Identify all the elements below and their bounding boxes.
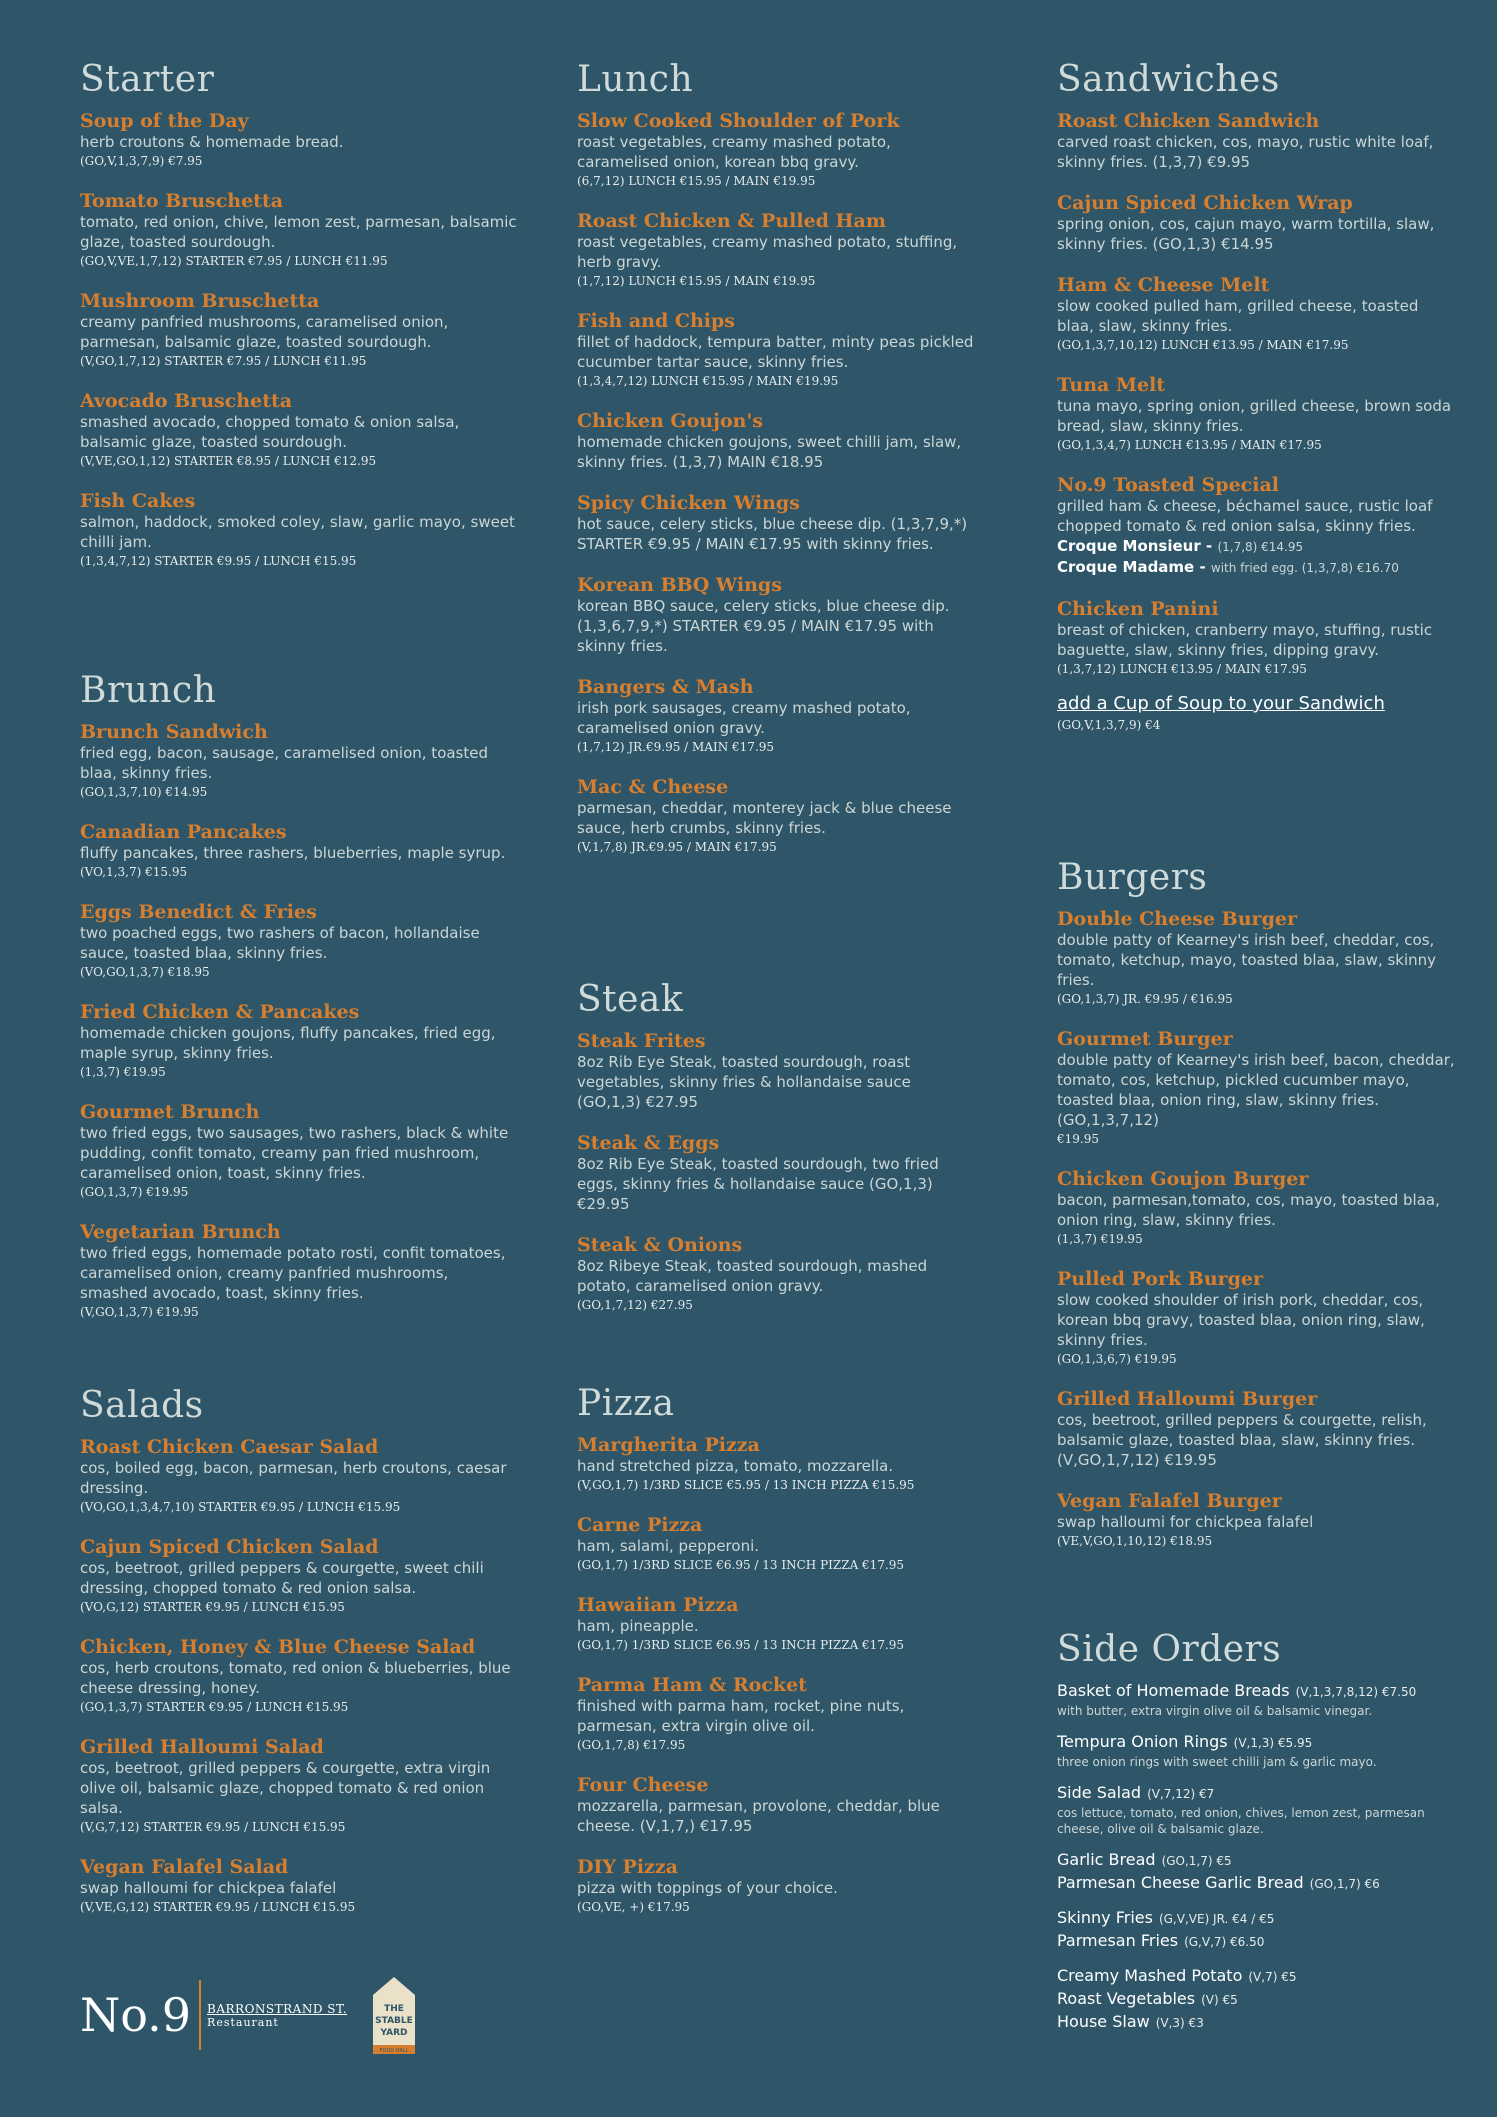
stable-text-4: FOOD HALL [379, 2048, 409, 2054]
item-price: (GO,1,3,4,7) LUNCH €13.95 / MAIN €17.95 [1057, 438, 1322, 452]
item-name: Pulled Pork Burger [1057, 1268, 1264, 1290]
stable-yard-logo-icon [371, 1975, 417, 2055]
side-order-name: Side Salad [1057, 1783, 1142, 1802]
section-title: Lunch [577, 59, 694, 100]
item-description: double patty of Kearney's irish beef, bacon, cheddar, tomato, cos, ketchup, pickled cucumber mayo, toasted blaa, onion ring, slaw, skinny fries. (GO,1,3,7,12) [1057, 1051, 1455, 1129]
menu-item [80, 721, 520, 801]
side-order-group [1057, 1731, 1457, 1770]
item-name: Steak Frites [577, 1030, 706, 1052]
side-order-price: (V,1,3) €5.95 [1233, 1736, 1313, 1750]
menu-item [577, 310, 977, 390]
item-name: Steak & Onions [577, 1234, 743, 1256]
side-order-name: Skinny Fries [1057, 1908, 1153, 1927]
stable-text-3: YARD [380, 2028, 408, 2038]
item-description: cos, beetroot, grilled peppers & courgette, relish, balsamic glaze, toasted blaa, slaw, skinny fries. (V,GO,1,7,12) €19.95 [1057, 1411, 1427, 1469]
item-price: (GO,1,7) 1/3RD SLICE €6.95 / 13 INCH PIZZA €17.95 [577, 1638, 905, 1652]
section-side-orders [1057, 1630, 1457, 2046]
menu-item [1057, 908, 1457, 1008]
menu-item [1057, 1268, 1457, 1368]
item-description: two fried eggs, two sausages, two rashers, black & white pudding, confit tomato, creamy pan fried mushroom, caramelised onion, toast, skinny fries. [80, 1124, 509, 1182]
menu-item [577, 410, 977, 472]
side-order-line [1057, 1782, 1457, 1805]
section-pizza [577, 1384, 977, 1936]
item-name: Soup of the Day [80, 110, 249, 132]
item-name: Cajun Spiced Chicken Salad [80, 1536, 379, 1558]
item-price: (GO,1,3,6,7) €19.95 [1057, 1352, 1177, 1366]
item-description: two poached eggs, two rashers of bacon, hollandaise sauce, toasted blaa, skinny fries. [80, 924, 480, 962]
side-order-line [1057, 1849, 1457, 1872]
side-order-group [1057, 1849, 1457, 1895]
menu-item [80, 1736, 520, 1836]
menu-item [1057, 1388, 1457, 1470]
side-order-price: (V) €5 [1201, 1993, 1238, 2007]
item-name: Canadian Pancakes [80, 821, 287, 843]
logo-no9: No.9 [80, 1988, 192, 2042]
item-name: Fried Chicken & Pancakes [80, 1001, 360, 1023]
item-name: Fish and Chips [577, 310, 735, 332]
item-price: (GO,1,3,7,10) €14.95 [80, 785, 208, 799]
item-price: (GO,1,3,7) €19.95 [80, 1185, 189, 1199]
item-price: (VO,GO,1,3,7) €18.95 [80, 965, 210, 979]
item-price: (GO,1,3,7) STARTER €9.95 / LUNCH €15.95 [80, 1700, 349, 1714]
menu-item [80, 901, 520, 981]
section-salads [80, 1386, 520, 1936]
item-description: creamy panfried mushrooms, caramelised onion, parmesan, balsamic glaze, toasted sourdough. [80, 313, 449, 351]
item-name: Gourmet Burger [1057, 1028, 1233, 1050]
item-price: (GO,1,7,12) €27.95 [577, 1298, 693, 1312]
item-description: finished with parma ham, rocket, pine nuts, parmesan, extra virgin olive oil. [577, 1697, 905, 1735]
croque-note: with fried egg. (1,3,7,8) €16.70 [1210, 561, 1399, 575]
croque-name: Croque Monsieur - [1057, 537, 1218, 555]
side-order-name: Parmesan Cheese Garlic Bread [1057, 1873, 1304, 1892]
side-order-description: three onion rings with sweet chilli jam & garlic mayo. [1057, 1755, 1377, 1769]
item-description: ham, pineapple. [577, 1617, 699, 1635]
item-description: cos, beetroot, grilled peppers & courgette, extra virgin olive oil, balsamic glaze, chopped tomato & red onion salsa. [80, 1759, 491, 1817]
item-name: Chicken Goujon Burger [1057, 1168, 1309, 1190]
item-name: Chicken Panini [1057, 598, 1219, 620]
side-order-price: (GO,1,7) €5 [1161, 1854, 1232, 1868]
section-title: Side Orders [1057, 1629, 1282, 1670]
item-name: Parma Ham & Rocket [577, 1674, 807, 1696]
menu-item [1057, 1028, 1457, 1148]
item-description: parmesan, cheddar, monterey jack & blue cheese sauce, herb crumbs, skinny fries. [577, 799, 952, 837]
menu-item [577, 676, 977, 756]
item-description: tuna mayo, spring onion, grilled cheese, brown soda bread, slaw, skinny fries. [1057, 397, 1452, 435]
item-description: carved roast chicken, cos, mayo, rustic white loaf, skinny fries. (1,3,7) €9.95 [1057, 133, 1434, 171]
restaurant-logo [80, 1975, 417, 2055]
side-order-line [1057, 1930, 1457, 1953]
item-name: Mac & Cheese [577, 776, 729, 798]
item-name: Double Cheese Burger [1057, 908, 1297, 930]
item-price: (1,3,7) €19.95 [80, 1065, 166, 1079]
item-name: Avocado Bruschetta [80, 390, 293, 412]
stable-text-1: THE [384, 2004, 404, 2014]
menu-item [80, 1001, 520, 1081]
item-price: (1,7,12) JR.€9.95 / MAIN €17.95 [577, 740, 775, 754]
item-description: herb croutons & homemade bread. [80, 133, 344, 151]
side-order-price: (V,3) €3 [1155, 2016, 1204, 2030]
section-burgers [1057, 858, 1457, 1570]
item-price: (1,3,4,7,12) LUNCH €15.95 / MAIN €19.95 [577, 374, 839, 388]
item-name: Brunch Sandwich [80, 721, 268, 743]
item-description: tomato, red onion, chive, lemon zest, parmesan, balsamic glaze, toasted sourdough. [80, 213, 517, 251]
logo-divider [199, 1980, 201, 2050]
side-order-group [1057, 1907, 1457, 1953]
item-price: (V,1,7,8) JR.€9.95 / MAIN €17.95 [577, 840, 777, 854]
item-name: Roast Chicken Caesar Salad [80, 1436, 379, 1458]
item-description: salmon, haddock, smoked coley, slaw, garlic mayo, sweet chilli jam. [80, 513, 515, 551]
menu-item [1057, 374, 1457, 454]
side-order-name: Tempura Onion Rings [1057, 1732, 1228, 1751]
side-order-line [1057, 1907, 1457, 1930]
item-description: hot sauce, celery sticks, blue cheese dip. (1,3,7,9,*) STARTER €9.95 / MAIN €17.95 with skinny fries. [577, 515, 968, 553]
item-description: 8oz Rib Eye Steak, toasted sourdough, two fried eggs, skinny fries & hollandaise sauce (GO,1,3) €29.95 [577, 1155, 939, 1213]
add-soup-link[interactable]: add a Cup of Soup to your Sandwich [1057, 693, 1385, 714]
menu-item [1057, 474, 1457, 578]
item-price: (1,3,4,7,12) STARTER €9.95 / LUNCH €15.95 [80, 554, 357, 568]
menu-item [80, 110, 520, 170]
item-name: Ham & Cheese Melt [1057, 274, 1270, 296]
side-order-name: Roast Vegetables [1057, 1989, 1196, 2008]
menu-item [577, 776, 977, 856]
item-description: grilled ham & cheese, béchamel sauce, rustic loaf chopped tomato & red onion salsa, skinny fries. [1057, 497, 1433, 535]
item-price: (GO,1,7) 1/3RD SLICE €6.95 / 13 INCH PIZZA €17.95 [577, 1558, 905, 1572]
side-order-group [1057, 1782, 1457, 1837]
item-name: Steak & Eggs [577, 1132, 720, 1154]
item-price: (GO,1,7,8) €17.95 [577, 1738, 686, 1752]
item-description: roast vegetables, creamy mashed potato, caramelised onion, korean bbq gravy. [577, 133, 891, 171]
item-name: DIY Pizza [577, 1856, 678, 1878]
menu-item [577, 1594, 977, 1654]
item-name: Korean BBQ Wings [577, 574, 782, 596]
item-description: cos, boiled egg, bacon, parmesan, herb croutons, caesar dressing. [80, 1459, 507, 1497]
menu-item [577, 1856, 977, 1916]
menu-item [80, 821, 520, 881]
item-name: Spicy Chicken Wings [577, 492, 800, 514]
side-order-line [1057, 1965, 1457, 1988]
item-name: Gourmet Brunch [80, 1101, 260, 1123]
item-description: cos, herb croutons, tomato, red onion & blueberries, blue cheese dressing, honey. [80, 1659, 511, 1697]
item-description: homemade chicken goujons, sweet chilli jam, slaw, skinny fries. (1,3,7) MAIN €18.95 [577, 433, 962, 471]
menu-item [80, 1856, 520, 1916]
item-name: Mushroom Bruschetta [80, 290, 320, 312]
item-name: Hawaiian Pizza [577, 1594, 739, 1616]
item-name: Roast Chicken & Pulled Ham [577, 210, 886, 232]
side-order-name: Basket of Homemade Breads [1057, 1681, 1290, 1700]
menu-item [80, 1221, 520, 1321]
croque-name: Croque Madame - [1057, 558, 1211, 576]
item-description: slow cooked pulled ham, grilled cheese, toasted blaa, slaw, skinny fries. [1057, 297, 1419, 335]
item-name: Fish Cakes [80, 490, 196, 512]
item-price: (1,3,7) €19.95 [1057, 1232, 1143, 1246]
item-description: mozzarella, parmesan, provolone, cheddar, blue cheese. (V,1,7,) €17.95 [577, 1797, 940, 1835]
logo-text [207, 2002, 347, 2029]
side-order-line [1057, 2011, 1457, 2034]
menu-item [577, 210, 977, 290]
item-name: Chicken Goujon's [577, 410, 763, 432]
menu-item [80, 1536, 520, 1616]
item-name: Chicken, Honey & Blue Cheese Salad [80, 1636, 476, 1658]
section-lunch [577, 60, 977, 876]
side-order-price: (V,7,12) €7 [1147, 1787, 1215, 1801]
side-order-name: Garlic Bread [1057, 1850, 1156, 1869]
item-price: (V,GO,1,7) 1/3RD SLICE €5.95 / 13 INCH PIZZA €15.95 [577, 1478, 915, 1492]
item-price: (V,GO,1,7,12) STARTER €7.95 / LUNCH €11.95 [80, 354, 367, 368]
side-order-line [1057, 1731, 1457, 1754]
section-title: Pizza [577, 1383, 675, 1424]
item-name: Roast Chicken Sandwich [1057, 110, 1320, 132]
item-price: (V,GO,1,3,7) €19.95 [80, 1305, 199, 1319]
soup-price: (GO,V,1,3,7,9) €4 [1057, 718, 1161, 732]
item-description: swap halloumi for chickpea falafel [1057, 1513, 1314, 1531]
item-price: €19.95 [1057, 1132, 1099, 1146]
item-name: Tuna Melt [1057, 374, 1166, 396]
item-name: Cajun Spiced Chicken Wrap [1057, 192, 1353, 214]
item-name: Grilled Halloumi Salad [80, 1736, 324, 1758]
croque-option [1057, 557, 1457, 578]
item-description: bacon, parmesan,tomato, cos, mayo, toasted blaa, onion ring, slaw, skinny fries. [1057, 1191, 1440, 1229]
menu-item [1057, 110, 1457, 172]
item-price: (6,7,12) LUNCH €15.95 / MAIN €19.95 [577, 174, 816, 188]
item-price: (VO,G,12) STARTER €9.95 / LUNCH €15.95 [80, 1600, 345, 1614]
side-order-price: (G,V,VE) JR. €4 / €5 [1158, 1912, 1275, 1926]
menu-item [577, 492, 977, 554]
menu-item [80, 290, 520, 370]
menu-item [1057, 1168, 1457, 1248]
item-description: 8oz Ribeye Steak, toasted sourdough, mashed potato, caramelised onion gravy. [577, 1257, 928, 1295]
item-description: fluffy pancakes, three rashers, blueberries, maple syrup. [80, 844, 506, 862]
item-name: Vegan Falafel Salad [80, 1856, 289, 1878]
item-name: Tomato Bruschetta [80, 190, 284, 212]
section-title: Burgers [1057, 857, 1208, 898]
menu-item [80, 490, 520, 570]
menu-item [577, 574, 977, 656]
side-order-group [1057, 1965, 1457, 2034]
item-price: (GO,VE, +) €17.95 [577, 1900, 690, 1914]
menu-item [577, 1674, 977, 1754]
menu-item [80, 1101, 520, 1201]
croque-note: (1,7,8) €14.95 [1217, 540, 1304, 554]
item-name: Grilled Halloumi Burger [1057, 1388, 1318, 1410]
menu-item [577, 1434, 977, 1494]
item-price: (V,G,7,12) STARTER €9.95 / LUNCH €15.95 [80, 1820, 346, 1834]
item-price: (V,VE,GO,1,12) STARTER €8.95 / LUNCH €12.95 [80, 454, 377, 468]
section-brunch [80, 671, 520, 1341]
logo-restaurant: Restaurant [207, 2015, 279, 2029]
menu-item [577, 1234, 977, 1314]
item-name: Vegan Falafel Burger [1057, 1490, 1282, 1512]
item-name: Eggs Benedict & Fries [80, 901, 317, 923]
item-name: Margherita Pizza [577, 1434, 760, 1456]
item-description: fillet of haddock, tempura batter, minty peas pickled cucumber tartar sauce, skinny fries. [577, 333, 974, 371]
item-price: (VO,1,3,7) €15.95 [80, 865, 188, 879]
item-price: (V,VE,G,12) STARTER €9.95 / LUNCH €15.95 [80, 1900, 356, 1914]
side-order-name: Creamy Mashed Potato [1057, 1966, 1243, 1985]
section-starter [80, 60, 520, 590]
item-name: Vegetarian Brunch [80, 1221, 281, 1243]
menu-item [1057, 192, 1457, 254]
menu-item [1057, 1490, 1457, 1550]
item-price: (VE,V,GO,1,10,12) €18.95 [1057, 1534, 1213, 1548]
section-title: Steak [577, 979, 684, 1020]
item-description: slow cooked shoulder of irish pork, cheddar, cos, korean bbq gravy, toasted blaa, onion ring, slaw, skinny fries. [1057, 1291, 1425, 1349]
item-price: (GO,1,3,7,10,12) LUNCH €13.95 / MAIN €17.95 [1057, 338, 1349, 352]
side-order-line [1057, 1680, 1457, 1703]
item-name: Bangers & Mash [577, 676, 754, 698]
croque-option [1057, 536, 1457, 557]
item-description: breast of chicken, cranberry mayo, stuffing, rustic baguette, slaw, skinny fries, dipping gravy. [1057, 621, 1433, 659]
menu-item [1057, 598, 1457, 678]
menu-item [577, 1514, 977, 1574]
item-price: (1,7,12) LUNCH €15.95 / MAIN €19.95 [577, 274, 816, 288]
item-description: korean BBQ sauce, celery sticks, blue cheese dip. (1,3,6,7,9,*) STARTER €9.95 / MAIN €17.95 with skinny fries. [577, 597, 950, 655]
item-price: (1,3,7,12) LUNCH €13.95 / MAIN €17.95 [1057, 662, 1307, 676]
side-order-line [1057, 1872, 1457, 1895]
item-description: fried egg, bacon, sausage, caramelised onion, toasted blaa, skinny fries. [80, 744, 489, 782]
side-order-description: cos lettuce, tomato, red onion, chives, lemon zest, parmesan cheese, olive oil & balsamic glaze. [1057, 1806, 1425, 1836]
menu-item [577, 1774, 977, 1836]
menu-item [80, 190, 520, 270]
item-price: (GO,V,VE,1,7,12) STARTER €7.95 / LUNCH €11.95 [80, 254, 388, 268]
item-description: homemade chicken goujons, fluffy pancakes, fried egg, maple syrup, skinny fries. [80, 1024, 496, 1062]
side-order-price: (GO,1,7) €6 [1309, 1877, 1380, 1891]
menu-item [577, 1030, 977, 1112]
section-title: Salads [80, 1385, 204, 1426]
item-description: pizza with toppings of your choice. [577, 1879, 838, 1897]
item-description: cos, beetroot, grilled peppers & courgette, sweet chili dressing, chopped tomato & red onion salsa. [80, 1559, 484, 1597]
item-description: swap halloumi for chickpea falafel [80, 1879, 337, 1897]
section-title: Starter [80, 59, 215, 100]
item-description: hand stretched pizza, tomato, mozzarella. [577, 1457, 894, 1475]
item-description: smashed avocado, chopped tomato & onion salsa, balsamic glaze, toasted sourdough. [80, 413, 460, 451]
item-name: Four Cheese [577, 1774, 709, 1796]
section-sandwiches [1057, 60, 1457, 734]
item-description: spring onion, cos, cajun mayo, warm tortilla, slaw, skinny fries. (GO,1,3) €14.95 [1057, 215, 1435, 253]
item-price: (GO,V,1,3,7,9) €7.95 [80, 154, 203, 168]
item-description: 8oz Rib Eye Steak, toasted sourdough, roast vegetables, skinny fries & hollandaise sauce (GO,1,3) €27.95 [577, 1053, 911, 1111]
item-name: Carne Pizza [577, 1514, 703, 1536]
side-order-name: Parmesan Fries [1057, 1931, 1179, 1950]
section-title: Sandwiches [1057, 59, 1280, 100]
item-description: ham, salami, pepperoni. [577, 1537, 760, 1555]
side-order-line [1057, 1988, 1457, 2011]
section-steak [577, 980, 977, 1334]
menu-item [80, 1436, 520, 1516]
logo-street: BARRONSTRAND ST. [207, 2001, 348, 2016]
side-order-price: (V,7) €5 [1248, 1970, 1297, 1984]
stable-text-2: STABLE [375, 2016, 413, 2026]
side-order-price: (G,V,7) €6.50 [1184, 1935, 1265, 1949]
side-order-price: (V,1,3,7,8,12) €7.50 [1295, 1685, 1417, 1699]
item-description: two fried eggs, homemade potato rosti, confit tomatoes, caramelised onion, creamy panfried mushrooms, smashed avocado, toast, skinny fries. [80, 1244, 506, 1302]
side-order-description: with butter, extra virgin olive oil & balsamic vinegar. [1057, 1704, 1373, 1718]
menu-item [80, 1636, 520, 1716]
item-description: irish pork sausages, creamy mashed potato, caramelised onion gravy. [577, 699, 911, 737]
item-description: double patty of Kearney's irish beef, cheddar, cos, tomato, ketchup, mayo, toasted blaa, slaw, skinny fries. [1057, 931, 1437, 989]
menu-item [577, 110, 977, 190]
item-price: (GO,1,3,7) JR. €9.95 / €16.95 [1057, 992, 1233, 1006]
side-order-group [1057, 1680, 1457, 1719]
item-price: (VO,GO,1,3,4,7,10) STARTER €9.95 / LUNCH €15.95 [80, 1500, 401, 1514]
side-order-name: House Slaw [1057, 2012, 1150, 2031]
menu-item [1057, 274, 1457, 354]
item-name: No.9 Toasted Special [1057, 474, 1279, 496]
item-name: Slow Cooked Shoulder of Pork [577, 110, 900, 132]
item-description: roast vegetables, creamy mashed potato, stuffing, herb gravy. [577, 233, 958, 271]
menu-item [577, 1132, 977, 1214]
section-title: Brunch [80, 670, 217, 711]
menu-item [80, 390, 520, 470]
